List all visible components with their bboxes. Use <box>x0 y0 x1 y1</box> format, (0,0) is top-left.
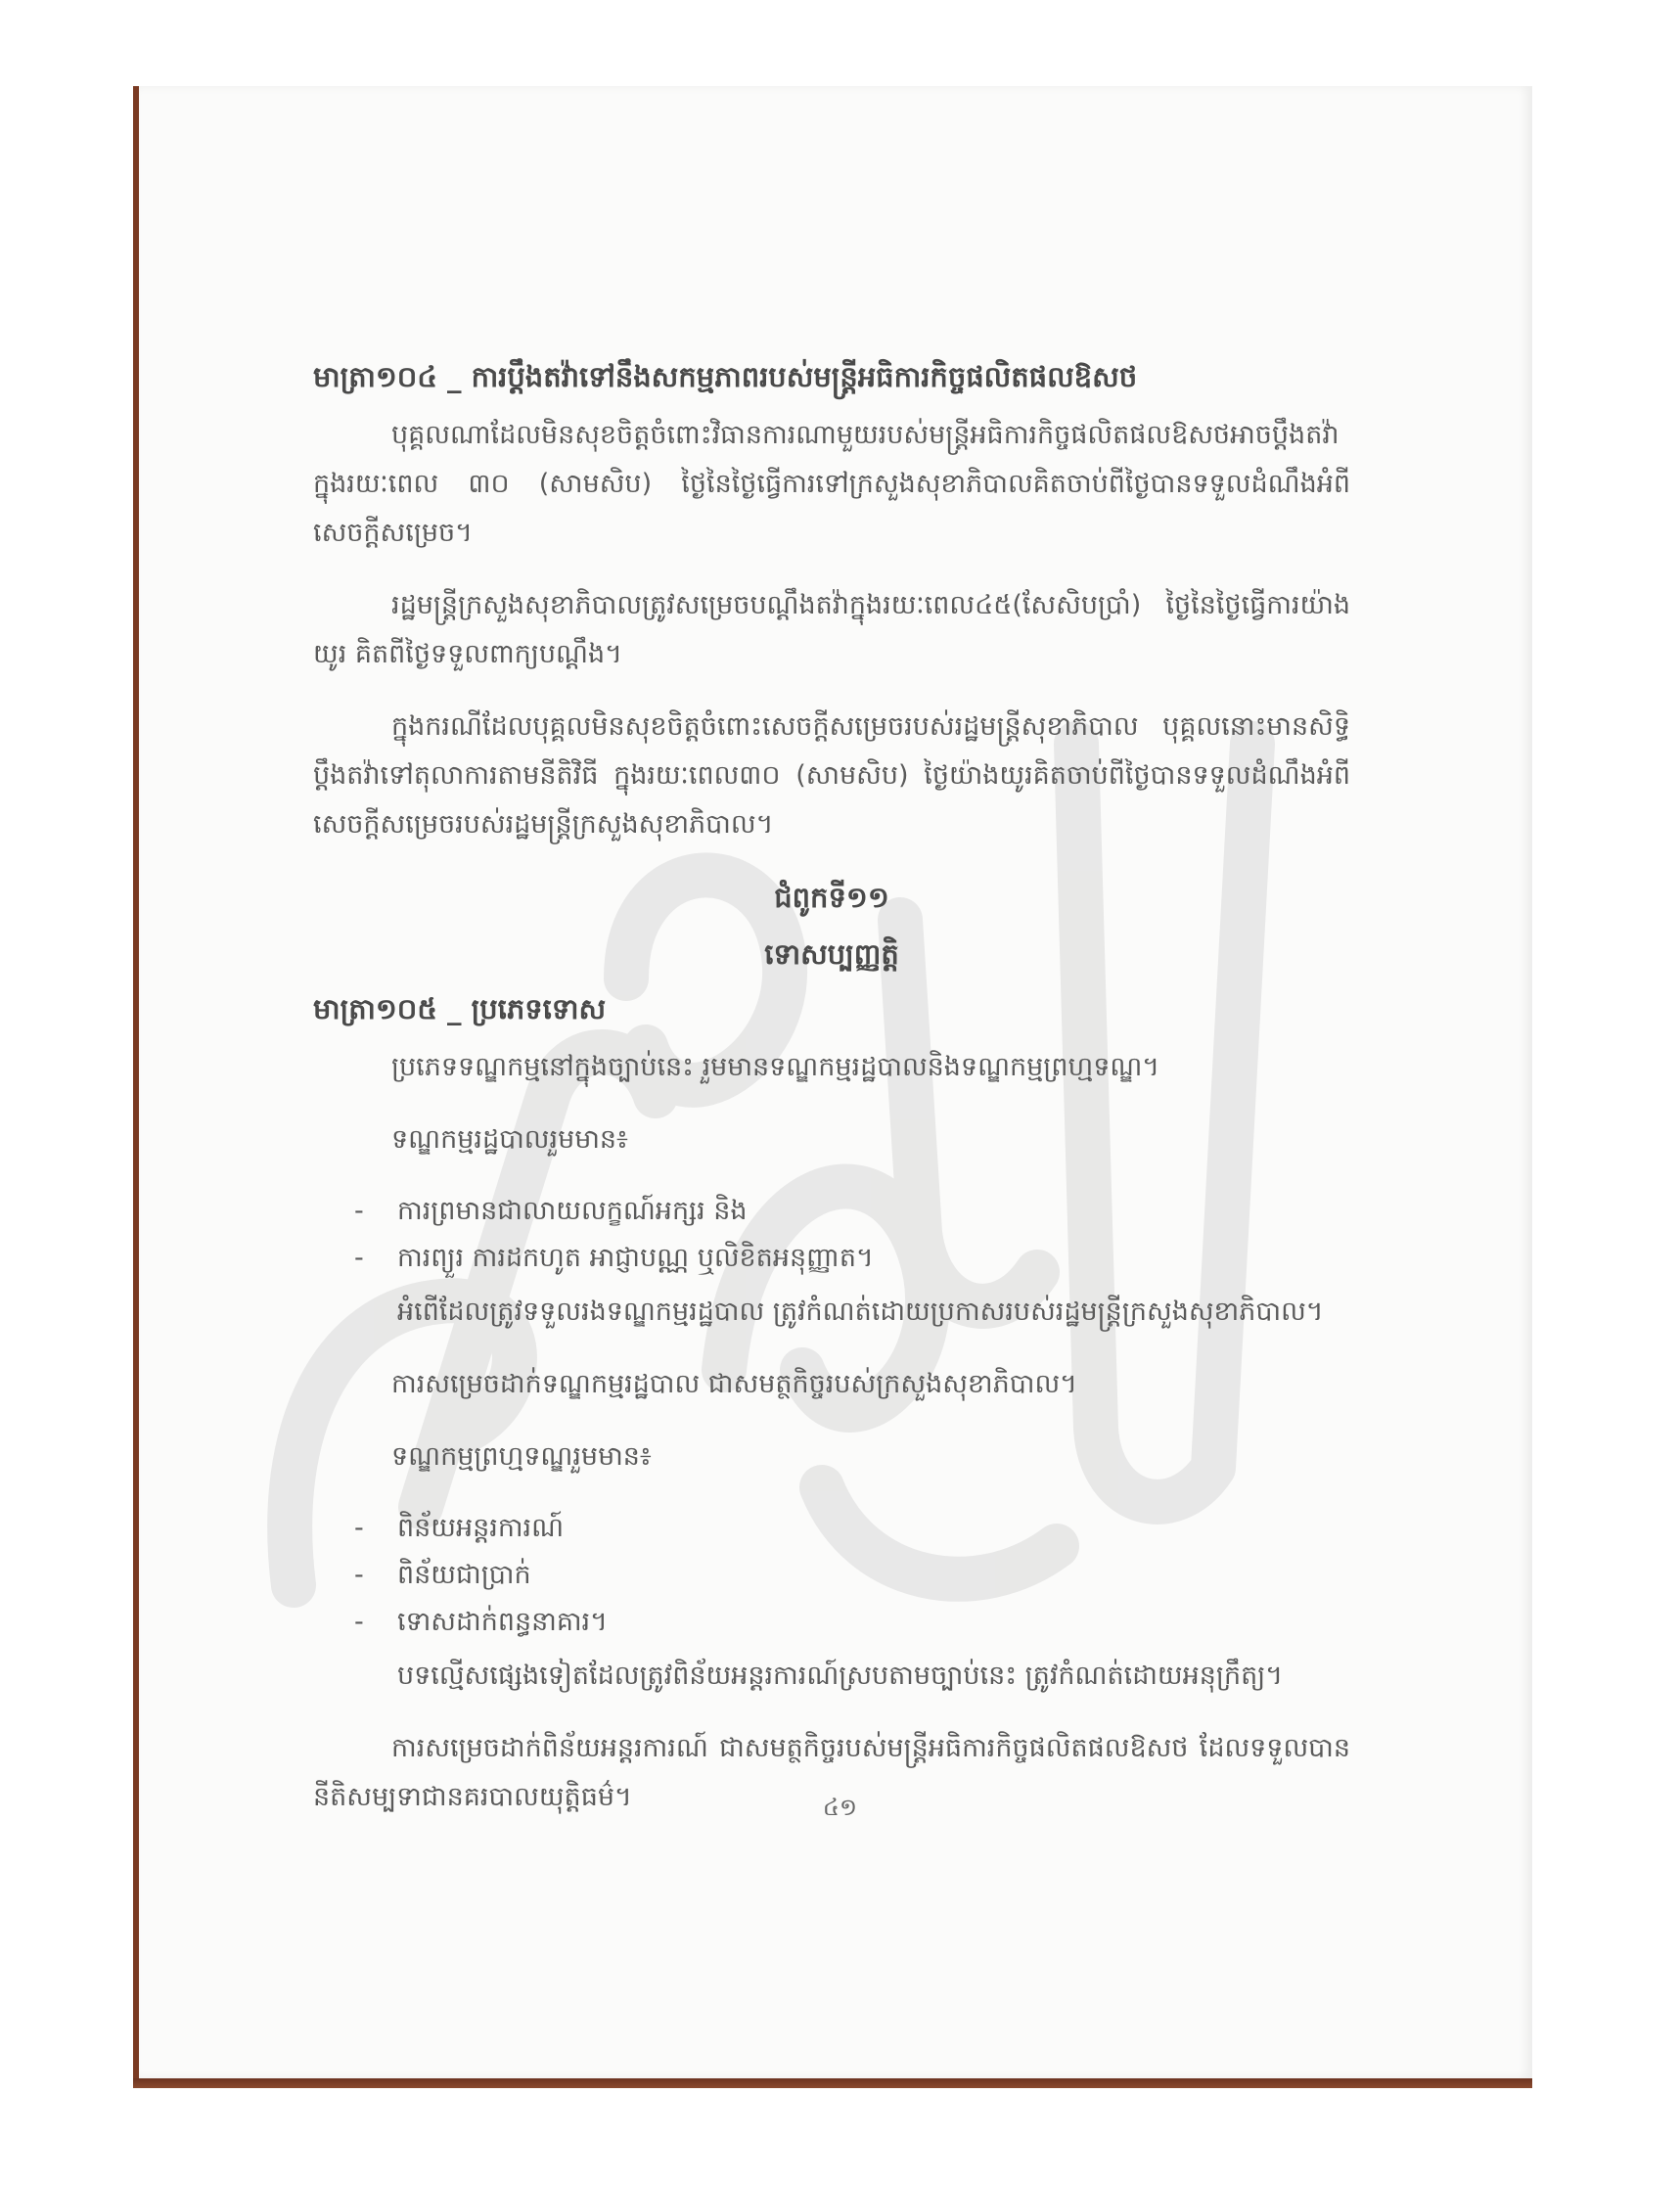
article-105-intro: ប្រភេទទណ្ឌកម្មនៅក្នុងច្បាប់នេះ រួមមានទណ្ឌកម្មរដ្ឋបាលនិងទណ្ឌកម្មព្រហ្មទណ្ឌ។ <box>391 1052 1160 1082</box>
administrative-sanctions-intro: ទណ្ឌកម្មរដ្ឋបាលរួមមាន៖ <box>391 1124 628 1155</box>
list-item-text: ពិន័យអន្តរការណ៍ <box>397 1513 565 1543</box>
document-body <box>313 352 1350 1845</box>
chapter-title: ទោសប្បញ្ញត្តិ <box>764 937 899 971</box>
article-104-heading: មាត្រា១០៤ _ ការប្តឹងតវ៉ាទៅនឹងសកម្មភាពរបស់មន្ត្រីអធិការកិច្ចផលិតផលឱសថ <box>313 360 1138 393</box>
list-marker: - <box>354 1196 364 1226</box>
list-item-text: ទោសដាក់ពន្ធនាគារ។ <box>397 1607 608 1637</box>
criminal-sanctions-intro: ទណ្ឌកម្មព្រហ្មទណ្ឌរួមមាន៖ <box>391 1441 652 1472</box>
article-105-heading: មាត្រា១០៥ _ ប្រភេទទោស <box>313 992 607 1025</box>
list-item <box>313 1505 1350 1552</box>
list-marker: - <box>354 1607 364 1637</box>
list-item <box>313 1599 1350 1646</box>
list-marker: - <box>354 1560 364 1590</box>
article-105-closing: ការសម្រេចដាក់ពិន័យអន្តរការណ៍ ជាសមត្ថកិច្ចរបស់មន្ត្រីអធិការកិច្ចផលិតផលឱសថ ដែលទទួលបាននីតិសម្បទាជានគរបាលយុត្តិធម៌។ <box>313 1733 1350 1812</box>
article-104-paragraph-1: បុគ្គលណាដែលមិនសុខចិត្តចំពោះវិធានការណាមួយរបស់មន្ត្រីអធិការកិច្ចផលិតផលឱសថអាចប្តឹងតវ៉ា ក្នុងរយៈពេល ៣០ (សាមសិប) ថ្ងៃនៃថ្ងៃធ្វើការទៅក្រសួងសុខាភិបាលគិតចាប់ពីថ្ងៃបានទទួលដំណឹងអំពីសេចក្តីសម្រេច។ <box>313 420 1350 548</box>
administrative-decision-paragraph: ការសម្រេចដាក់ទណ្ឌកម្មរដ្ឋបាល ជាសមត្ថកិច្ចរបស់ក្រសួងសុខាភិបាល។ <box>391 1369 1077 1399</box>
list-item <box>313 1188 1350 1235</box>
list-item-text: ការព្យួរ ការដកហូត អាជ្ញាបណ្ណ ឬលិខិតអនុញ្ញាត។ <box>397 1243 874 1273</box>
criminal-sanctions-note: បទល្មើសផ្សេងទៀតដែលត្រូវពិន័យអន្តរការណ៍ស្របតាមច្បាប់នេះ ត្រូវកំណត់ដោយអនុក្រឹត្យ។ <box>397 1661 1284 1691</box>
criminal-sanctions-list <box>313 1505 1350 1646</box>
list-marker: - <box>354 1513 364 1543</box>
article-104-paragraph-2: រដ្ឋមន្ត្រីក្រសួងសុខាភិបាលត្រូវសម្រេចបណ្តឹងតវ៉ាក្នុងរយៈពេល៤៥(សែសិបប្រាំ) ថ្ងៃនៃថ្ងៃធ្វើការយ៉ាងយូរ គិតពីថ្ងៃទទួលពាក្យបណ្តឹង។ <box>313 590 1350 669</box>
chapter-number: ជំពូកទី១១ <box>774 881 889 914</box>
article-104-paragraph-3: ក្នុងករណីដែលបុគ្គលមិនសុខចិត្តចំពោះសេចក្តីសម្រេចរបស់រដ្ឋមន្ត្រីសុខាភិបាល បុគ្គលនោះមានសិទ្ធិប្តឹងតវ៉ាទៅតុលាការតាមនីតិវិធី ក្នុងរយៈពេល៣០ (សាមសិប) ថ្ងៃយ៉ាងយូរគិតចាប់ពីថ្ងៃបានទទួលដំណឹងអំពីសេចក្តីសម្រេចរបស់រដ្ឋមន្ត្រីក្រសួងសុខាភិបាល។ <box>313 711 1350 840</box>
list-item <box>313 1235 1350 1282</box>
page-number: ៤១ <box>822 1794 858 1821</box>
list-marker: - <box>354 1243 364 1273</box>
paper-edge-bottom <box>133 2078 1532 2088</box>
list-item <box>313 1552 1350 1599</box>
list-item-text: ការព្រមានជាលាយលក្ខណ៍អក្សរ និង <box>397 1196 748 1226</box>
administrative-sanctions-note: អំពើដែលត្រូវទទួលរងទណ្ឌកម្មរដ្ឋបាល ត្រូវកំណត់ដោយប្រកាសរបស់រដ្ឋមន្ត្រីក្រសួងសុខាភិបាល។ <box>397 1297 1324 1327</box>
list-item-text: ពិន័យជាប្រាក់ <box>397 1560 531 1590</box>
administrative-sanctions-list <box>313 1188 1350 1282</box>
